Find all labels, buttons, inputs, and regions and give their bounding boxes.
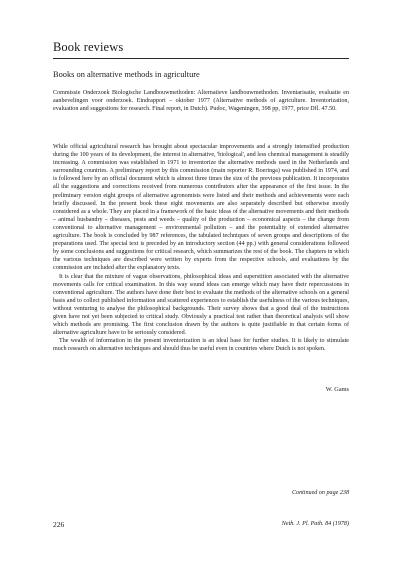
review-body: [53, 143, 349, 353]
page-number: 226: [53, 520, 65, 529]
continued-note: Continued on page 238: [291, 490, 349, 496]
body-paragraph: It is clear that the mixture of vague observations, philosophical ideas and superstition associated with the alternative movements calls for critical examination. In this way sound ideas can emerge which may have their repercussions in conventional agriculture. The authors have done their best to evaluate the methods of the alternative schools on a general basis and to collect published information and scattered experiences to establish the usefulness of the various techniques, without venturing to analyse the philosophical backgrounds. Their survey shows that a good deal of the instructions given have not yet been subjected to critical study. Obviously a practical test rather than theoretical analysis will show which methods are promising. The first conclusion drawn by the authors is quite justifiable in that certain forms of alternative agriculture have to be seriously considered.: [53, 273, 349, 337]
section-title: Book reviews: [53, 40, 124, 54]
review-subtitle: Books on alternative methods in agriculture: [53, 70, 200, 79]
journal-reference: Neth. J. Pl. Path. 84 (1978): [281, 521, 349, 527]
body-paragraph: While official agricultural research has brought about spectacular improvements and a strongly intensified production during the 100 years of its development, the interest in alternative, 'biological', and less chemical management is steadily increasing. A commission was established in 1971 to inventorize the alternative methods used in the Netherlands and surrounding countries. A preliminary report by this commission (main reporter R. Boeringa) was published in 1974, and is followed here by an official document which is almost three times the size of the previous publication. It incorporates all the suggestions and corrections received from numerous contributors after the appearance of the first issue. In the preliminary version eight groups of alternative agronomists were listed and their methods and achievements were each briefly discussed. In the present book these eight movements are also separately described but otherwise mostly considered as a whole. They are placed in a framework of the basic ideas of the alternative movements and their methods – animal husbandry – diseases, pests and weeds – quality of the production – economical aspects – the change from conventional to alternative management – environmental pollution – and the potentiality of extended alternative agriculture. The book is concluded by 987 references, the tabulated techniques of seven groups and descriptions of the preparations used. The special text is preceded by an introductory section (44 pp.) with general considerations followed by some conclusions and suggestions for critical research, which summarizes the rest of the book. The chapters in which the various techniques are described were written by experts from the respective schools, and evaluations by the commission are included after the explanatory texts.: [53, 144, 349, 272]
reviewer-signature: W. Gams: [325, 386, 349, 393]
body-paragraph: The wealth of information in the present inventorization is an ideal base for further studies. It is likely to stimulate much research on alternative techniques and should thus be useful even in countries where Dutch is not spoken.: [53, 338, 349, 353]
title-rule: [53, 58, 349, 59]
bibliographic-reference: Commissie Onderzoek Biologische Landbouwmethoden: Alternatieve landbouwmethoden. Inventarisatie, evaluatie en aanbevelingen voor onderzoek. Eindrapport – oktober 1977 (Alternative methods of agriculture. Inventorization, evaluation and suggestions for research. Final report, in Dutch). Pudoc, Wageningen, 398 pp, 1977, price Dfl. 47.50.: [53, 90, 349, 113]
